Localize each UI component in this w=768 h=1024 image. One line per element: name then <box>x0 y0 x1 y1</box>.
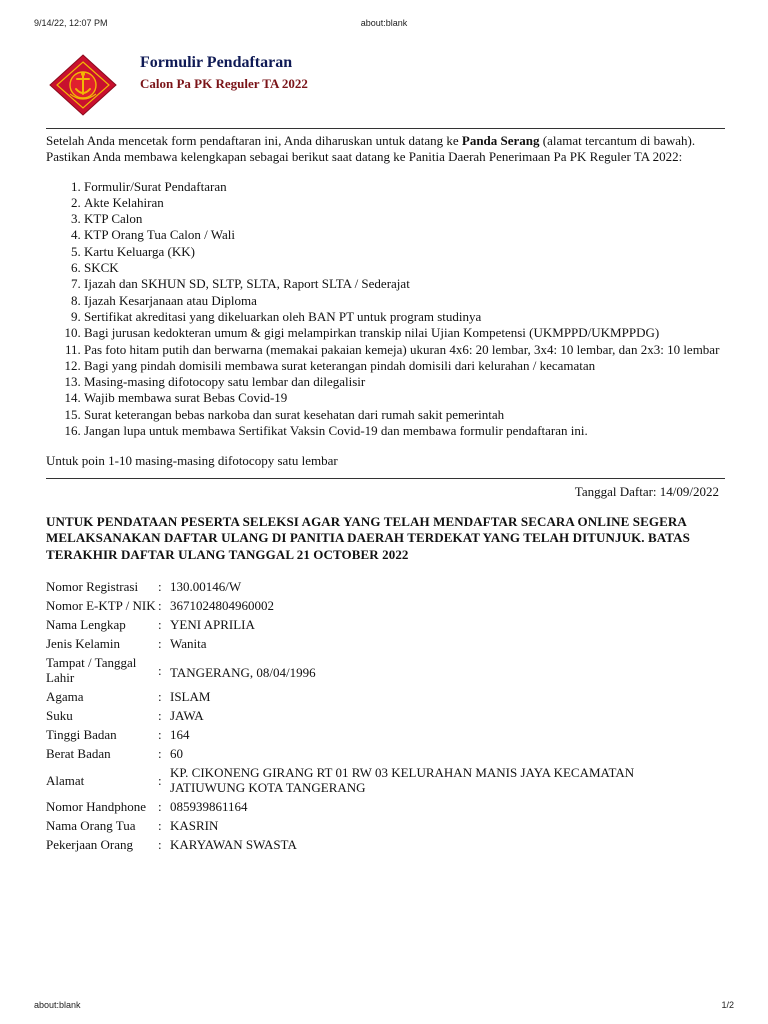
form-subtitle: Calon Pa PK Reguler TA 2022 <box>140 76 308 91</box>
table-row <box>46 634 640 653</box>
field-value: 164 <box>170 727 190 743</box>
field-value: Wanita <box>170 636 207 652</box>
field-colon: : <box>158 837 162 853</box>
field-label: Berat Badan <box>46 746 111 762</box>
field-colon: : <box>158 579 162 595</box>
list-item: 11. Pas foto hitam putih dan berwarna (memakai pakaian kemeja) ukuran 4x6: 20 lembar, 3x4: 10 lembar, dan 2x3: 10 lembar <box>84 342 725 358</box>
table-row <box>46 706 640 725</box>
field-value: KP. CIKONENG GIRANG RT 01 RW 03 KELURAHAN MANIS JAYA KECAMATAN JATIUWUNG KOTA TANGERANG <box>170 765 635 796</box>
table-row <box>46 744 640 763</box>
field-colon: : <box>158 617 162 633</box>
list-item: 15. Surat keterangan bebas narkoba dan surat kesehatan dari rumah sakit pemerintah <box>84 407 725 423</box>
field-value: 085939861164 <box>170 799 248 815</box>
footer-url: about:blank <box>34 1000 81 1010</box>
divider <box>46 478 725 479</box>
field-label: Nomor Handphone <box>46 799 147 815</box>
list-item: 8. Ijazah Kesarjanaan atau Diploma <box>84 293 725 309</box>
field-label: Jenis Kelamin <box>46 636 121 652</box>
form-title: Formulir Pendaftaran <box>140 54 293 71</box>
list-item: 3. KTP Calon <box>84 211 725 227</box>
divider <box>46 128 725 129</box>
list-item: 6. SKCK <box>84 260 725 276</box>
intro-text: Setelah Anda mencetak form pendaftaran ini, Anda diharuskan untuk datang ke <box>46 133 462 148</box>
field-value: 3671024804960002 <box>170 598 274 614</box>
field-colon: : <box>158 772 162 788</box>
field-label: Nama Orang Tua <box>46 818 136 834</box>
field-value: ISLAM <box>170 689 211 705</box>
field-colon: : <box>158 636 162 652</box>
field-label: Pekerjaan Orang <box>46 837 133 853</box>
form-content <box>46 128 725 854</box>
field-value: TANGERANG, 08/04/1996 <box>170 664 316 680</box>
table-row <box>46 835 640 854</box>
table-row <box>46 797 640 816</box>
page-number: 1/2 <box>721 1000 734 1010</box>
list-item: 13. Masing-masing difotocopy satu lembar dan dilegalisir <box>84 374 725 390</box>
print-url: about:blank <box>360 18 408 28</box>
field-colon: : <box>158 799 162 815</box>
intro-location: Panda Serang <box>461 133 540 148</box>
table-row <box>46 596 640 615</box>
field-colon: : <box>158 598 162 614</box>
field-value: KASRIN <box>170 818 219 834</box>
field-value: KARYAWAN SWASTA <box>170 837 297 853</box>
table-row <box>46 725 640 744</box>
tni-emblem-icon <box>48 54 118 116</box>
field-colon: : <box>158 662 162 678</box>
field-label: Nomor Registrasi <box>46 579 139 595</box>
field-label: Nama Lengkap <box>46 617 126 633</box>
field-label: Tampat / Tanggal Lahir <box>46 655 137 686</box>
field-colon: : <box>158 689 162 705</box>
list-item: 10. Bagi jurusan kedokteran umum & gigi melampirkan transkip nilai Ujian Kompetensi (UKMPPD/UKMPPDG) <box>84 325 725 341</box>
title-block <box>140 54 308 92</box>
field-value: 130.00146/W <box>170 579 242 595</box>
field-colon: : <box>158 746 162 762</box>
field-colon: : <box>158 727 162 743</box>
intro-paragraph <box>46 133 725 166</box>
field-value: JAWA <box>170 708 204 724</box>
registration-date: Tanggal Daftar: 14/09/2022 <box>574 483 719 499</box>
table-row <box>46 577 640 596</box>
list-item: 16. Jangan lupa untuk membawa Sertifikat Vaksin Covid-19 dan membawa formulir pendaftaran ini. <box>84 423 725 439</box>
field-label: Alamat <box>46 772 85 788</box>
list-item: 9. Sertifikat akreditasi yang dikeluarkan oleh BAN PT untuk program studinya <box>84 309 725 325</box>
field-label: Agama <box>46 689 84 705</box>
re-registration-notice: UNTUK PENDATAAN PESERTA SELEKSI AGAR YANG TELAH MENDAFTAR SECARA ONLINE SEGERA MELAKSANAKAN DAFTAR ULANG DI PANITIA DAERAH TERDEKAT YANG TELAH DITUNJUK. BATAS TERAKHIR DAFTAR ULANG TANGGAL 21 OCTOBER 2022 <box>46 513 690 562</box>
field-label: Suku <box>46 708 73 724</box>
list-item: 1. Formulir/Surat Pendaftaran <box>84 179 725 195</box>
print-datetime: 9/14/22, 12:07 PM <box>34 18 108 28</box>
table-row <box>46 816 640 835</box>
table-row <box>46 615 640 634</box>
list-item: 4. KTP Orang Tua Calon / Wali <box>84 227 725 243</box>
field-label: Tinggi Badan <box>46 727 117 743</box>
table-row <box>46 653 640 687</box>
field-label: Nomor E-KTP / NIK <box>46 598 156 614</box>
field-value: YENI APRILIA <box>170 617 255 633</box>
list-item: 2. Akte Kelahiran <box>84 195 725 211</box>
intro-text-rest: (alamat tercantum di bawah). Pastikan Anda membawa kelengkapan sebagai berikut saat datang ke Panitia Daerah Penerimaan Pa PK Reguler TA 2022: <box>46 133 696 165</box>
field-value: 60 <box>170 746 183 762</box>
list-item: 14. Wajib membawa surat Bebas Covid-19 <box>84 390 725 406</box>
field-colon: : <box>158 708 162 724</box>
list-item: 12. Bagi yang pindah domisili membawa surat keterangan pindah domisili dari kelurahan / kecamatan <box>84 358 725 374</box>
list-item: 5. Kartu Keluarga (KK) <box>84 244 725 260</box>
applicant-data-table <box>46 577 640 854</box>
requirements-list <box>46 179 725 440</box>
table-row <box>46 763 640 797</box>
list-item: 7. Ijazah dan SKHUN SD, SLTP, SLTA, Raport SLTA / Sederajat <box>84 276 725 292</box>
photocopy-note: Untuk poin 1-10 masing-masing difotocopy satu lembar <box>46 453 338 469</box>
field-colon: : <box>158 818 162 834</box>
table-row <box>46 687 640 706</box>
